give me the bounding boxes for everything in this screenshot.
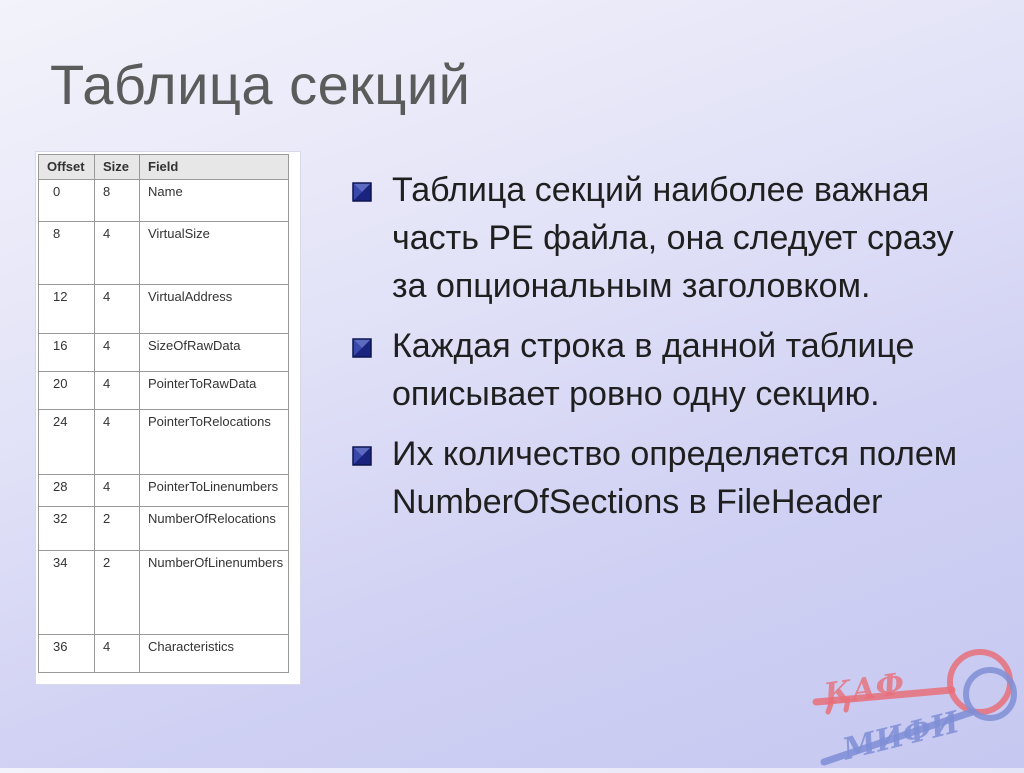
cell-field: VirtualSize xyxy=(140,222,289,285)
cell-offset: 12 xyxy=(39,285,95,334)
cell-offset: 36 xyxy=(39,635,95,673)
cell-offset: 34 xyxy=(39,551,95,635)
bullet-square-icon xyxy=(352,446,372,466)
cell-field: Name xyxy=(140,180,289,222)
cell-field: PointerToRawData xyxy=(140,372,289,410)
cell-size: 4 xyxy=(95,285,140,334)
table-row xyxy=(39,372,289,410)
cell-size: 4 xyxy=(95,635,140,673)
cell-offset: 20 xyxy=(39,372,95,410)
cell-field: NumberOfRelocations xyxy=(140,507,289,551)
bullet-text: Каждая строка в данной таблице описывает ровно одну секцию. xyxy=(392,327,915,413)
cell-offset: 16 xyxy=(39,334,95,372)
table-row xyxy=(39,334,289,372)
table-row xyxy=(39,222,289,285)
table-row xyxy=(39,475,289,507)
column-header-offset: Offset xyxy=(39,155,95,180)
cell-size: 2 xyxy=(95,551,140,635)
cell-field: SizeOfRawData xyxy=(140,334,289,372)
cell-offset: 8 xyxy=(39,222,95,285)
logo-top-text: КАФ xyxy=(822,666,907,713)
bullet-text: Их количество определяется полем NumberOfSections в FileHeader xyxy=(392,435,958,521)
cell-field: Characteristics xyxy=(140,635,289,673)
bullet-text: Таблица секций наиболее важная часть PE файла, она следует сразу за опциональным заголовком. xyxy=(392,171,954,305)
table-header-row xyxy=(39,155,289,180)
cell-size: 4 xyxy=(95,410,140,475)
table-row xyxy=(39,285,289,334)
cell-field: VirtualAddress xyxy=(140,285,289,334)
cell-size: 8 xyxy=(95,180,140,222)
bullet-item xyxy=(352,322,972,418)
table-row xyxy=(39,180,289,222)
cell-offset: 0 xyxy=(39,180,95,222)
cell-size: 4 xyxy=(95,222,140,285)
section-table xyxy=(38,154,289,673)
cell-offset: 32 xyxy=(39,507,95,551)
cell-size: 4 xyxy=(95,372,140,410)
slide-title: Таблица секций xyxy=(50,53,471,116)
table-row xyxy=(39,410,289,475)
table-row xyxy=(39,551,289,635)
bullet-item xyxy=(352,430,972,526)
column-header-size: Size xyxy=(95,155,140,180)
section-table-image xyxy=(36,152,300,684)
bullet-list xyxy=(352,166,972,538)
bullet-item xyxy=(352,166,972,310)
cell-field: PointerToLinenumbers xyxy=(140,475,289,507)
logo-bottom-text: МИФИ xyxy=(839,704,963,768)
table-row xyxy=(39,635,289,673)
table-row xyxy=(39,507,289,551)
cell-size: 4 xyxy=(95,475,140,507)
cell-field: PointerToRelocations xyxy=(140,410,289,475)
column-header-field: Field xyxy=(140,155,289,180)
bullet-square-icon xyxy=(352,338,372,358)
cell-size: 2 xyxy=(95,507,140,551)
cell-offset: 24 xyxy=(39,410,95,475)
cell-size: 4 xyxy=(95,334,140,372)
cell-field: NumberOfLinenumbers xyxy=(140,551,289,635)
logo-key-icon xyxy=(812,638,1022,768)
cell-offset: 28 xyxy=(39,475,95,507)
bullet-square-icon xyxy=(352,182,372,202)
logo xyxy=(812,638,1022,768)
